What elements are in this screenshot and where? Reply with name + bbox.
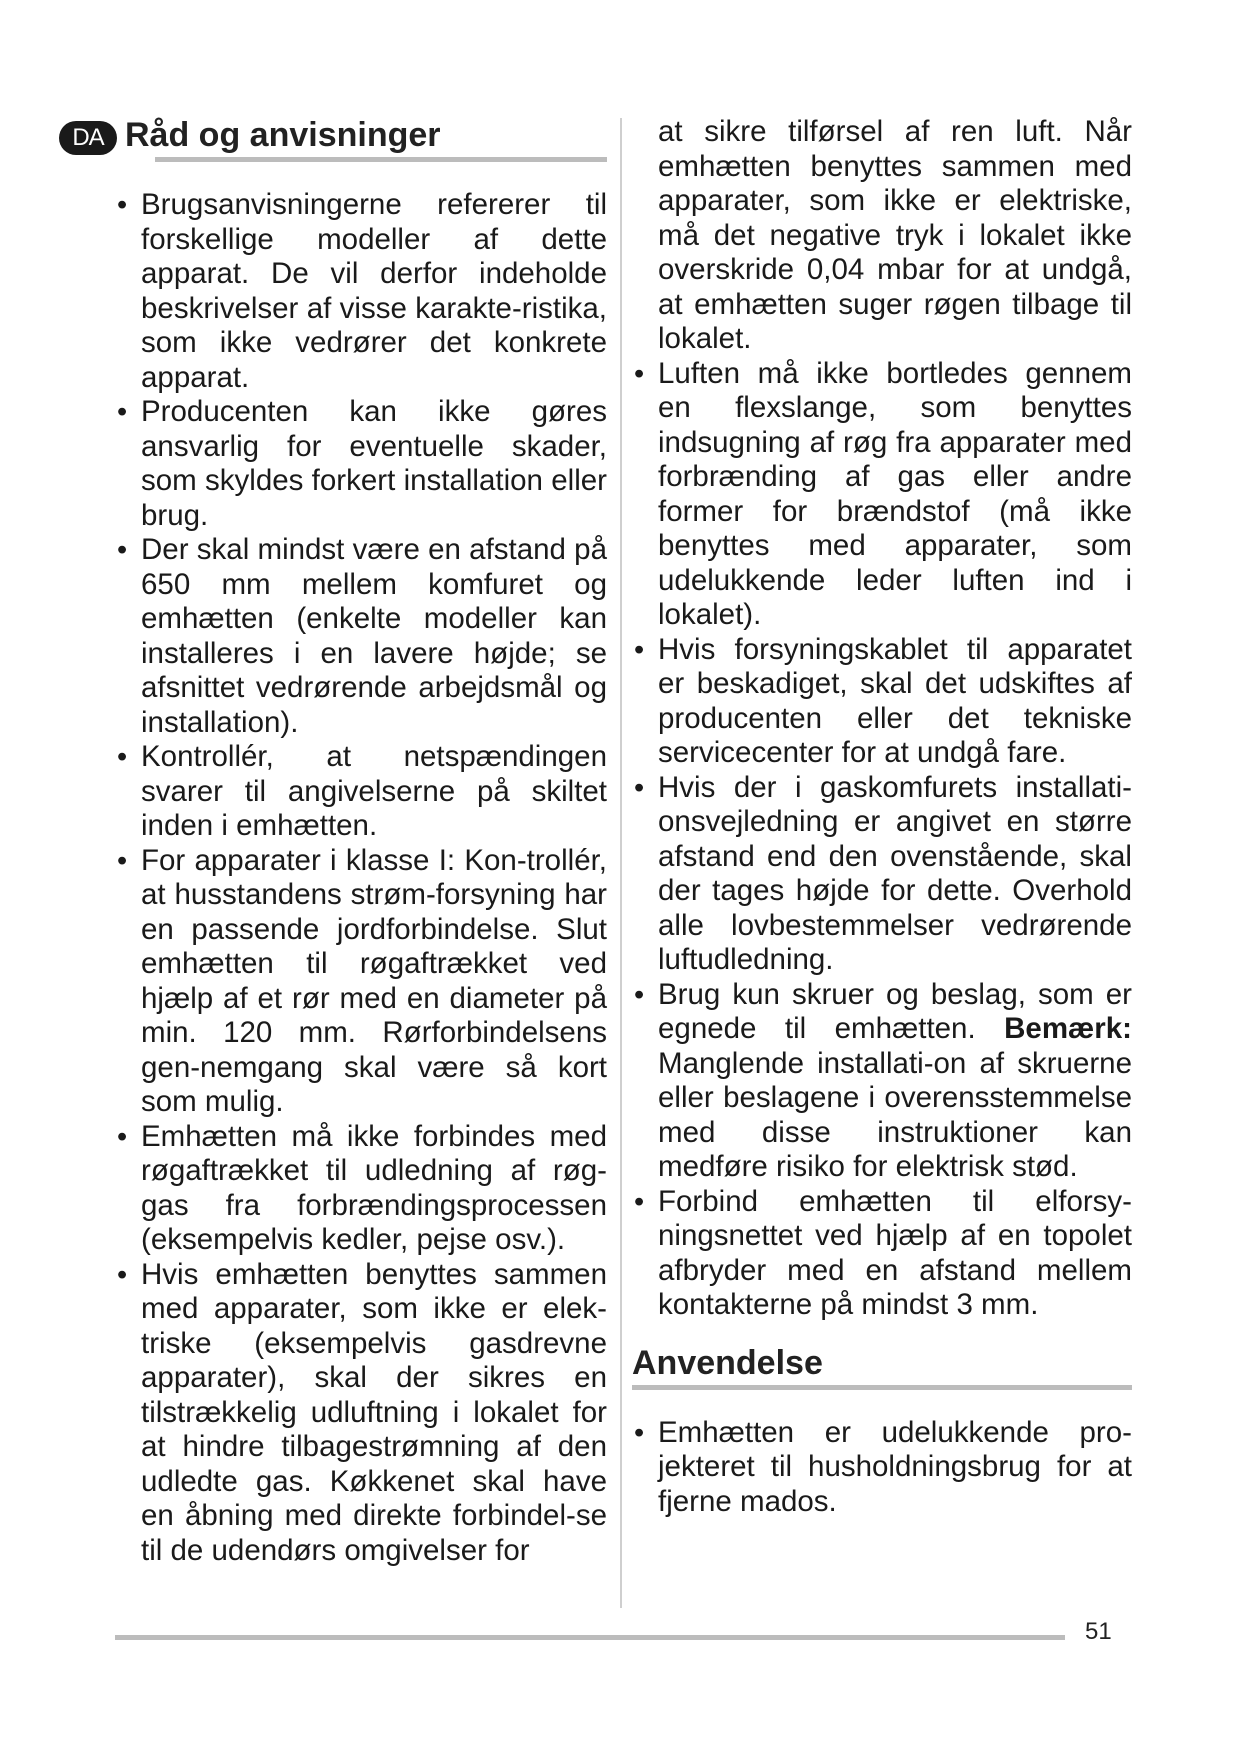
bullet-icon: • [634, 771, 645, 804]
list-item: • Producenten kan ikke gøres ansvarlig for eventuelle skader, som skyldes forkert installation eller brug. [117, 395, 607, 532]
continued-paragraph: at sikre tilførsel af ren luft. Når emhætten benyttes sammen med apparater, som ikke er elektriske, må det negative tryk i lokalet ikke overskride 0,04 mbar for at undgå, at emhætten suger røgen tilbage til lokalet. [658, 115, 1132, 355]
list-item: • Der skal mindst være en afstand på 650 mm mellem komfuret og emhætten (enkelte modeller kan installeres i en lavere højde; se afsnittet vedrørende arbejdsmål og installation). [117, 533, 607, 739]
bullet-icon: • [117, 534, 128, 566]
bullet-icon: • [117, 189, 128, 221]
advice-list-left [115, 188, 607, 1568]
list-item: • Luften må ikke bortledes gennem en flexslange, som benyttes indsugning af røg fra apparater med forbrænding af gas eller andre former for brændstof (må ikke benyttes med apparater, som udelukkende leder luften ind i lokalet). [634, 356, 1132, 631]
list-item: • Forbind emhætten til elforsy-ningsnettet ved hjælp af en topolet afbryder med en afstand mellem kontakterne på mindst 3 mm. [634, 1184, 1132, 1321]
bullet-icon: • [634, 357, 645, 390]
right-column [632, 115, 1132, 1519]
list-item: • Brugsanvisningerne refererer til forskellige modeller af dette apparat. De vil derfor indeholde beskrivelser af visse karakte-ristika, som ikke vedrører det konkrete apparat. [117, 188, 607, 394]
note-text: Manglende installati-on af skruerne eller beslagene i overensstemmelse med disse instruktioner kan medføre risiko for elektrisk stød. [658, 1046, 1132, 1183]
left-column [72, 115, 607, 1568]
list-item: • Hvis emhætten benyttes sammen med apparater, som ikke er elek-triske (eksempelvis gasdrevne apparater), skal der sikres en tilstrækkelig udluftning i lokalet for at hindre tilbagestrømning af den udledte gas. Køkkenet skal have en åbning med direkte forbindel-se til de udendørs omgivelser for [117, 1257, 607, 1567]
bullet-icon: • [117, 741, 128, 773]
list-item: • Hvis forsyningskablet til apparatet er beskadiget, skal det udskiftes af producenten eller det tekniske servicecenter for at undgå fare. [634, 632, 1132, 769]
usage-list [632, 1416, 1132, 1520]
note-label: Bemærk: [1004, 1012, 1132, 1045]
section-title: Råd og anvisninger [125, 116, 441, 154]
section-heading [72, 115, 607, 155]
usage-underline [632, 1385, 1132, 1390]
bullet-icon: • [117, 1120, 128, 1153]
bullet-icon: • [117, 1258, 128, 1291]
bullet-icon: • [634, 1416, 645, 1449]
advice-list-right [632, 357, 1132, 1323]
usage-title: Anvendelse [632, 1343, 823, 1382]
usage-heading [632, 1343, 1132, 1383]
list-item: • Hvis der i gaskomfurets installati-onsvejledning er angivet en større afstand end den ovenstående, skal der tages højde for dette. Overhold alle lovbestemmelser vedrørende luftudledning. [634, 770, 1132, 976]
bullet-icon: • [634, 1185, 645, 1218]
list-item: • Emhætten må ikke forbindes med røgaftrækket til udledning af røg-gas fra forbrændingsprocessen (eksempelvis kedler, pejse osv.). [117, 1119, 607, 1256]
bullet-icon: • [634, 978, 645, 1011]
footer-rule [115, 1635, 1065, 1640]
list-item: • Brug kun skruer og beslag, som er egnede til emhætten. Bemærk: Manglende installati-on af skruerne eller beslagene i overensstemmelse med disse instruktioner kan medføre risiko for elektrisk stød. [634, 977, 1132, 1183]
language-badge: DA [59, 121, 117, 155]
bullet-icon: • [117, 844, 128, 877]
column-divider [620, 118, 622, 1608]
bullet-icon: • [634, 633, 645, 666]
bullet-icon: • [117, 396, 128, 428]
list-item: • Kontrollér, at netspændingen svarer til angivelserne på skiltet inden i emhætten. [117, 740, 607, 842]
title-underline [155, 157, 607, 162]
list-item: • For apparater i klasse I: Kon-trollér, at husstandens strøm-forsyning har en passende jordforbindelse. Slut emhætten til røgaftrækket ved hjælp af et rør med en diameter på min. 120 mm. Rørforbindelsens gen-nemgang skal være så kort som mulig. [117, 843, 607, 1118]
list-item: • Emhætten er udelukkende pro-jekteret til husholdningsbrug for at fjerne mados. [634, 1415, 1132, 1518]
page-number: 51 [1085, 1618, 1112, 1645]
